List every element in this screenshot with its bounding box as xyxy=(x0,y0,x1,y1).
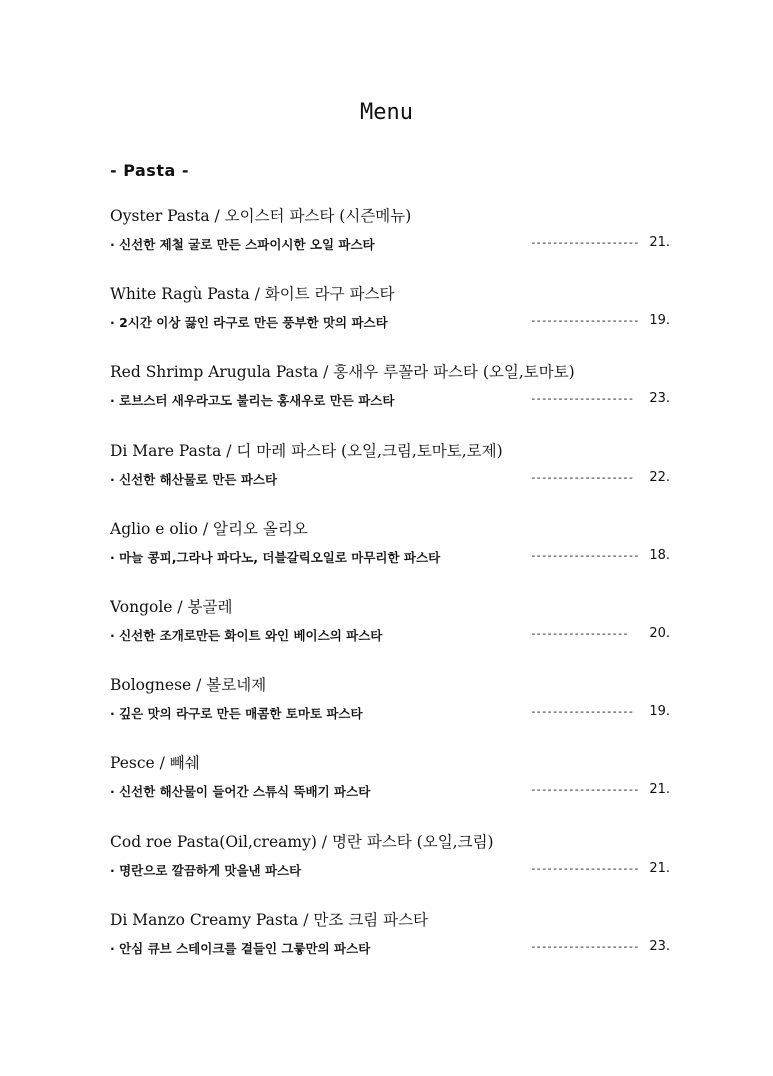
menu-item-name: Aglio e olio / 알리오 올리오 xyxy=(110,519,308,538)
menu-item xyxy=(110,908,670,986)
menu-item-description: · 신선한 조개로만든 화이트 와인 베이스의 파스타 xyxy=(110,627,383,643)
menu-item xyxy=(110,282,670,360)
menu-item-description: · 신선한 해산물로 만든 파스타 xyxy=(110,471,278,487)
menu-item-price: 22. xyxy=(649,469,670,485)
dotted-leader: -------------------- xyxy=(530,939,639,953)
menu-item-price: 21. xyxy=(649,860,670,876)
menu-item-name: Vongole / 봉골레 xyxy=(110,597,233,616)
dotted-leader: ------------------- xyxy=(530,392,634,406)
menu-item xyxy=(110,360,670,438)
menu-item xyxy=(110,439,670,517)
menu-item-price: 23. xyxy=(649,391,670,407)
dotted-leader: -------------------- xyxy=(530,236,639,249)
menu-item-name: Di Manzo Creamy Pasta / 만조 크림 파스타 xyxy=(110,910,429,929)
menu-item-name: Di Mare Pasta / 디 마레 파스타 (오일,크림,토마토,로제) xyxy=(110,441,503,460)
dotted-leader: -------------------- xyxy=(530,314,639,328)
menu-item-name: White Ragù Pasta / 화이트 라구 파스타 xyxy=(110,285,395,304)
dotted-leader: -------------------- xyxy=(530,783,639,797)
menu-item xyxy=(110,751,670,829)
menu-item-description: · 안심 큐브 스테이크를 곁들인 그릏만의 파스타 xyxy=(110,940,371,956)
menu-item-name: Pesce / 빼쉐 xyxy=(110,754,200,773)
menu-item-name: Oyster Pasta / 오이스터 파스타 (시즌메뉴) xyxy=(110,207,412,225)
menu-item-description: · 로브스터 새우라고도 불리는 홍새우로 만든 파스타 xyxy=(110,393,395,409)
menu-item-name: Bolognese / 볼로네제 xyxy=(110,676,267,695)
menu-item-price: 18. xyxy=(649,547,670,563)
menu-item xyxy=(110,830,670,908)
dotted-leader: -------------------- xyxy=(530,548,639,562)
menu-item-description: · 2시간 이상 끓인 라구로 만든 풍부한 맛의 파스타 xyxy=(110,315,388,331)
menu-item-price: 21. xyxy=(649,782,670,798)
menu-item xyxy=(110,595,670,673)
menu-item-price: 23. xyxy=(649,938,670,954)
menu-item-description: · 신선한 해산물이 들어간 스튜식 뚝배기 파스타 xyxy=(110,784,371,800)
dotted-leader: ------------------- xyxy=(530,470,634,484)
menu-item-name: Red Shrimp Arugula Pasta / 홍새우 루꼴라 파스타 (오일,토마토) xyxy=(110,363,575,382)
menu-item-price: 20. xyxy=(649,625,670,641)
menu-item-price: 19. xyxy=(649,704,670,720)
dotted-leader: ------------------- xyxy=(530,705,634,719)
menu-item-description: · 명란으로 깔끔하게 맛을낸 파스타 xyxy=(110,862,302,878)
dotted-leader: -------------------- xyxy=(530,861,639,875)
menu-item xyxy=(110,204,670,282)
menu-item xyxy=(110,673,670,751)
menu-item-description: · 마늘 콩피,그라나 파다노, 더블갈릭오일로 마무리한 파스타 xyxy=(110,549,441,565)
menu-item-name: Cod roe Pasta(Oil,creamy) / 명란 파스타 (오일,크림) xyxy=(110,832,494,851)
menu-item xyxy=(110,517,670,595)
menu-item-description: · 깊은 맛의 라구로 만든 매콤한 토마토 파스타 xyxy=(110,706,363,722)
dotted-leader: ------------------ xyxy=(530,626,628,640)
menu-item-list xyxy=(110,204,670,986)
section-heading: - Pasta - xyxy=(110,161,189,180)
menu-item-description: · 신선한 제철 굴로 만든 스파이시한 오일 파스타 xyxy=(110,237,375,252)
menu-item-price: 21. xyxy=(649,235,670,250)
page-title: Menu xyxy=(360,100,413,125)
menu-item-price: 19. xyxy=(649,313,670,329)
